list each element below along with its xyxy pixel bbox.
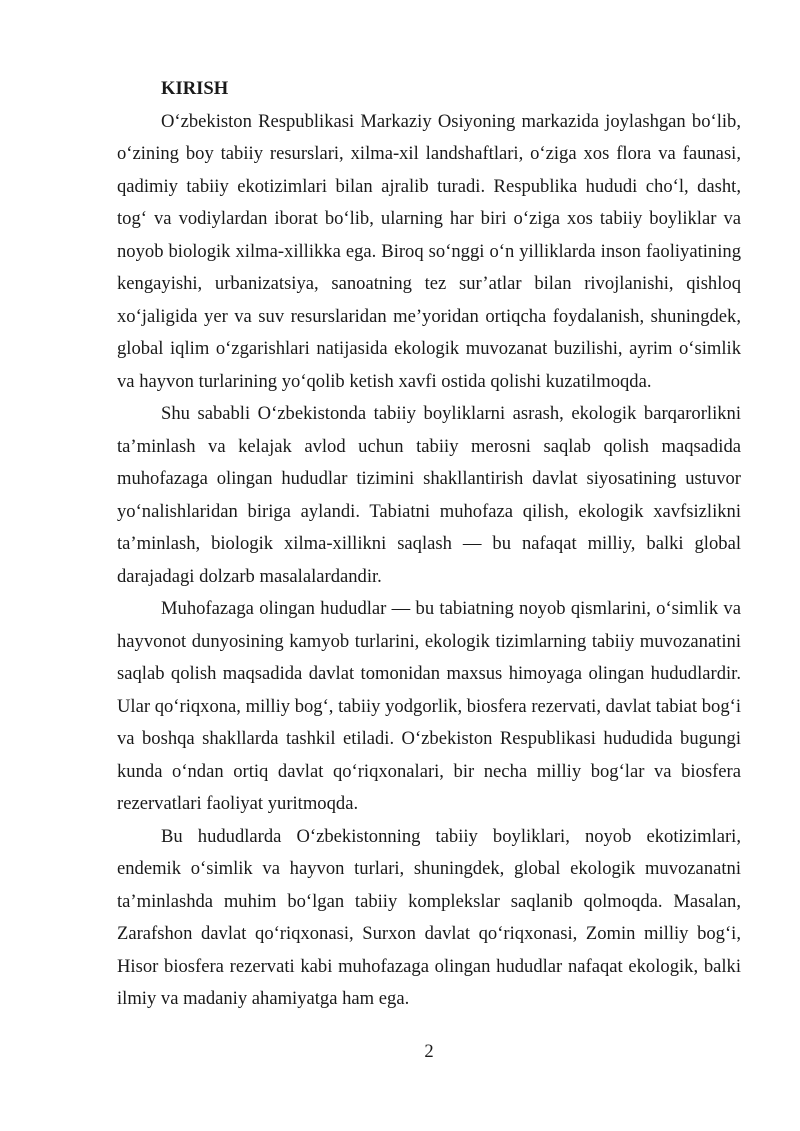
paragraph-1: O‘zbekiston Respublikasi Markaziy Osiyoning markazida joylashgan bo‘lib, o‘zining boy tabiiy resurslari, xilma-xil landshaftlari, o‘ziga xos flora va faunasi, qadimiy tabiiy ekotizimlari bilan ajralib turadi. Respublika hududi cho‘l, dasht, tog‘ va vodiylardan iborat bo‘lib, ularning har biri o‘ziga xos tabiiy boyliklar va noyob biologik xilma-xillikka ega. Biroq so‘nggi o‘n yilliklarda inson faoliyatining kengayishi, urbanizatsiya, sanoatning tez sur’atlar bilan rivojlanishi, qishloq xo‘jaligida yer va suv resurslaridan me’yoridan ortiqcha foydalanish, shuningdek, global iqlim o‘zgarishlari natijasida ekologik muvozanat buzilishi, ayrim o‘simlik va hayvon turlarining yo‘qolib ketish xavfi ostida qolishi kuzatilmoqda. bbox=[117, 110, 741, 392]
paragraph-4: Bu hududlarda O‘zbekistonning tabiiy boyliklari, noyob ekotizimlari, endemik o‘simlik va hayvon turlari, shuningdek, global ekologik muvozanatni ta’minlashda muhim bo‘lgan tabiiy komplekslar saqlanib qolmoqda. Masalan, Zarafshon davlat qo‘riqxonasi, Surxon davlat qo‘riqxonasi, Zomin milliy bog‘i, Hisor biosfera rezervati kabi muhofazaga olingan hududlar nafaqat ekologik, balki ilmiy va madaniy ahamiyatga ham ega. bbox=[117, 825, 741, 1009]
page-content bbox=[117, 73, 741, 1016]
page-number: 2 bbox=[424, 1041, 434, 1062]
section-heading: KIRISH bbox=[161, 78, 229, 99]
paragraph-3: Muhofazaga olingan hududlar — bu tabiatning noyob qismlarini, o‘simlik va hayvonot dunyosining kamyob turlarini, ekologik tizimlarning tabiiy muvozanatini saqlab qolish maqsadida davlat tomonidan maxsus himoyaga olingan hududlardir. Ular qo‘riqxona, milliy bog‘, tabiiy yodgorlik, biosfera rezervati, davlat tabiat bog‘i va boshqa shakllarda tashkil etiladi. O‘zbekiston Respublikasi hududida bugungi kunda o‘ndan ortiq davlat qo‘riqxonalari, bir necha milliy bog‘lar va biosfera rezervatlari faoliyat yuritmoqda. bbox=[117, 598, 741, 814]
paragraph-2: Shu sababli O‘zbekistonda tabiiy boyliklarni asrash, ekologik barqarorlikni ta’minlash va kelajak avlod uchun tabiiy merosni saqlab qolish maqsadida muhofazaga olingan hududlar tizimini shakllantirish davlat siyosatining ustuvor yo‘nalishlaridan biriga aylandi. Tabiatni muhofaza qilish, ekologik xavfsizlikni ta’minlash, biologik xilma-xillikni saqlash — bu nafaqat milliy, balki global darajadagi dolzarb masalalardandir. bbox=[117, 403, 741, 587]
